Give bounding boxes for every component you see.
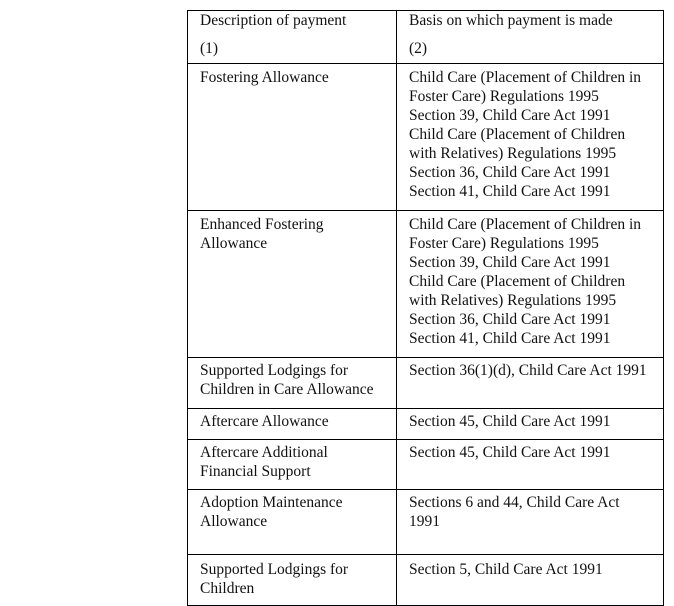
payment-basis-text: Section 36, Child Care Act 1991: [409, 311, 611, 328]
payment-description-text: Allowance: [200, 235, 268, 252]
payment-basis-cell: [397, 409, 664, 440]
payment-description-text: Allowance: [200, 513, 268, 530]
payment-basis-text: Section 41, Child Care Act 1991: [409, 330, 611, 347]
table-row: [188, 490, 664, 555]
payment-basis-text: Section 45, Child Care Act 1991: [409, 413, 611, 430]
table-body: [188, 64, 664, 606]
payment-basis-cell: [397, 211, 664, 358]
payment-description-text: Supported Lodgings for: [200, 561, 349, 578]
payment-description-cell: [188, 440, 397, 490]
payment-description-cell: [188, 358, 397, 409]
table-row: [188, 358, 664, 409]
payment-basis-text: Child Care (Placement of Children: [409, 126, 626, 143]
payment-basis-text: 1991: [409, 513, 440, 530]
payment-basis-cell: [397, 490, 664, 555]
payment-basis-text: Child Care (Placement of Children in: [409, 216, 642, 233]
payment-basis-cell: [397, 358, 664, 409]
column-header-description: [188, 11, 397, 64]
column-title: Basis on which payment is made: [409, 12, 613, 29]
payment-basis-text: Section 41, Child Care Act 1991: [409, 183, 611, 200]
payment-description-text: Children: [200, 580, 255, 597]
payment-basis-text: Foster Care) Regulations 1995: [409, 88, 599, 105]
payments-table: [187, 10, 664, 606]
payment-description-cell: [188, 409, 397, 440]
payment-basis-text: Section 5, Child Care Act 1991: [409, 561, 603, 578]
table-row: [188, 211, 664, 358]
payment-description-text: Supported Lodgings for: [200, 362, 349, 379]
payment-basis-text: Section 39, Child Care Act 1991: [409, 254, 611, 271]
payment-basis-text: Sections 6 and 44, Child Care Act: [409, 494, 620, 511]
column-title: Description of payment: [200, 12, 347, 29]
payment-description-text: Fostering Allowance: [200, 69, 329, 86]
column-number: (2): [409, 40, 428, 57]
payment-basis-text: Section 45, Child Care Act 1991: [409, 444, 611, 461]
table-header-row: [188, 11, 664, 64]
table-row: [188, 409, 664, 440]
payment-description-text: Adoption Maintenance: [200, 494, 343, 511]
payment-basis-text: Child Care (Placement of Children in: [409, 69, 642, 86]
payment-description-cell: [188, 211, 397, 358]
payment-basis-cell: [397, 440, 664, 490]
table-row: [188, 555, 664, 606]
table-row: [188, 440, 664, 490]
payment-basis-text: Section 36(1)(d), Child Care Act 1991: [409, 362, 647, 379]
payment-basis-text: Child Care (Placement of Children: [409, 273, 626, 290]
payment-basis-text: Section 39, Child Care Act 1991: [409, 107, 611, 124]
payment-description-text: Enhanced Fostering: [200, 216, 324, 233]
payment-description-cell: [188, 555, 397, 606]
table-row: [188, 64, 664, 211]
payment-description-cell: [188, 64, 397, 211]
payment-description-text: Aftercare Additional: [200, 444, 328, 461]
payment-description-text: Aftercare Allowance: [200, 413, 329, 430]
payment-basis-text: Foster Care) Regulations 1995: [409, 235, 599, 252]
payment-basis-cell: [397, 64, 664, 211]
column-header-basis: [397, 11, 664, 64]
payment-description-text: Financial Support: [200, 463, 311, 480]
payment-description-cell: [188, 490, 397, 555]
payment-basis-text: with Relatives) Regulations 1995: [409, 292, 617, 309]
payment-basis-text: Section 36, Child Care Act 1991: [409, 164, 611, 181]
payment-basis-text: with Relatives) Regulations 1995: [409, 145, 617, 162]
column-number: (1): [200, 40, 219, 57]
payment-basis-cell: [397, 555, 664, 606]
payment-description-text: Children in Care Allowance: [200, 381, 374, 398]
